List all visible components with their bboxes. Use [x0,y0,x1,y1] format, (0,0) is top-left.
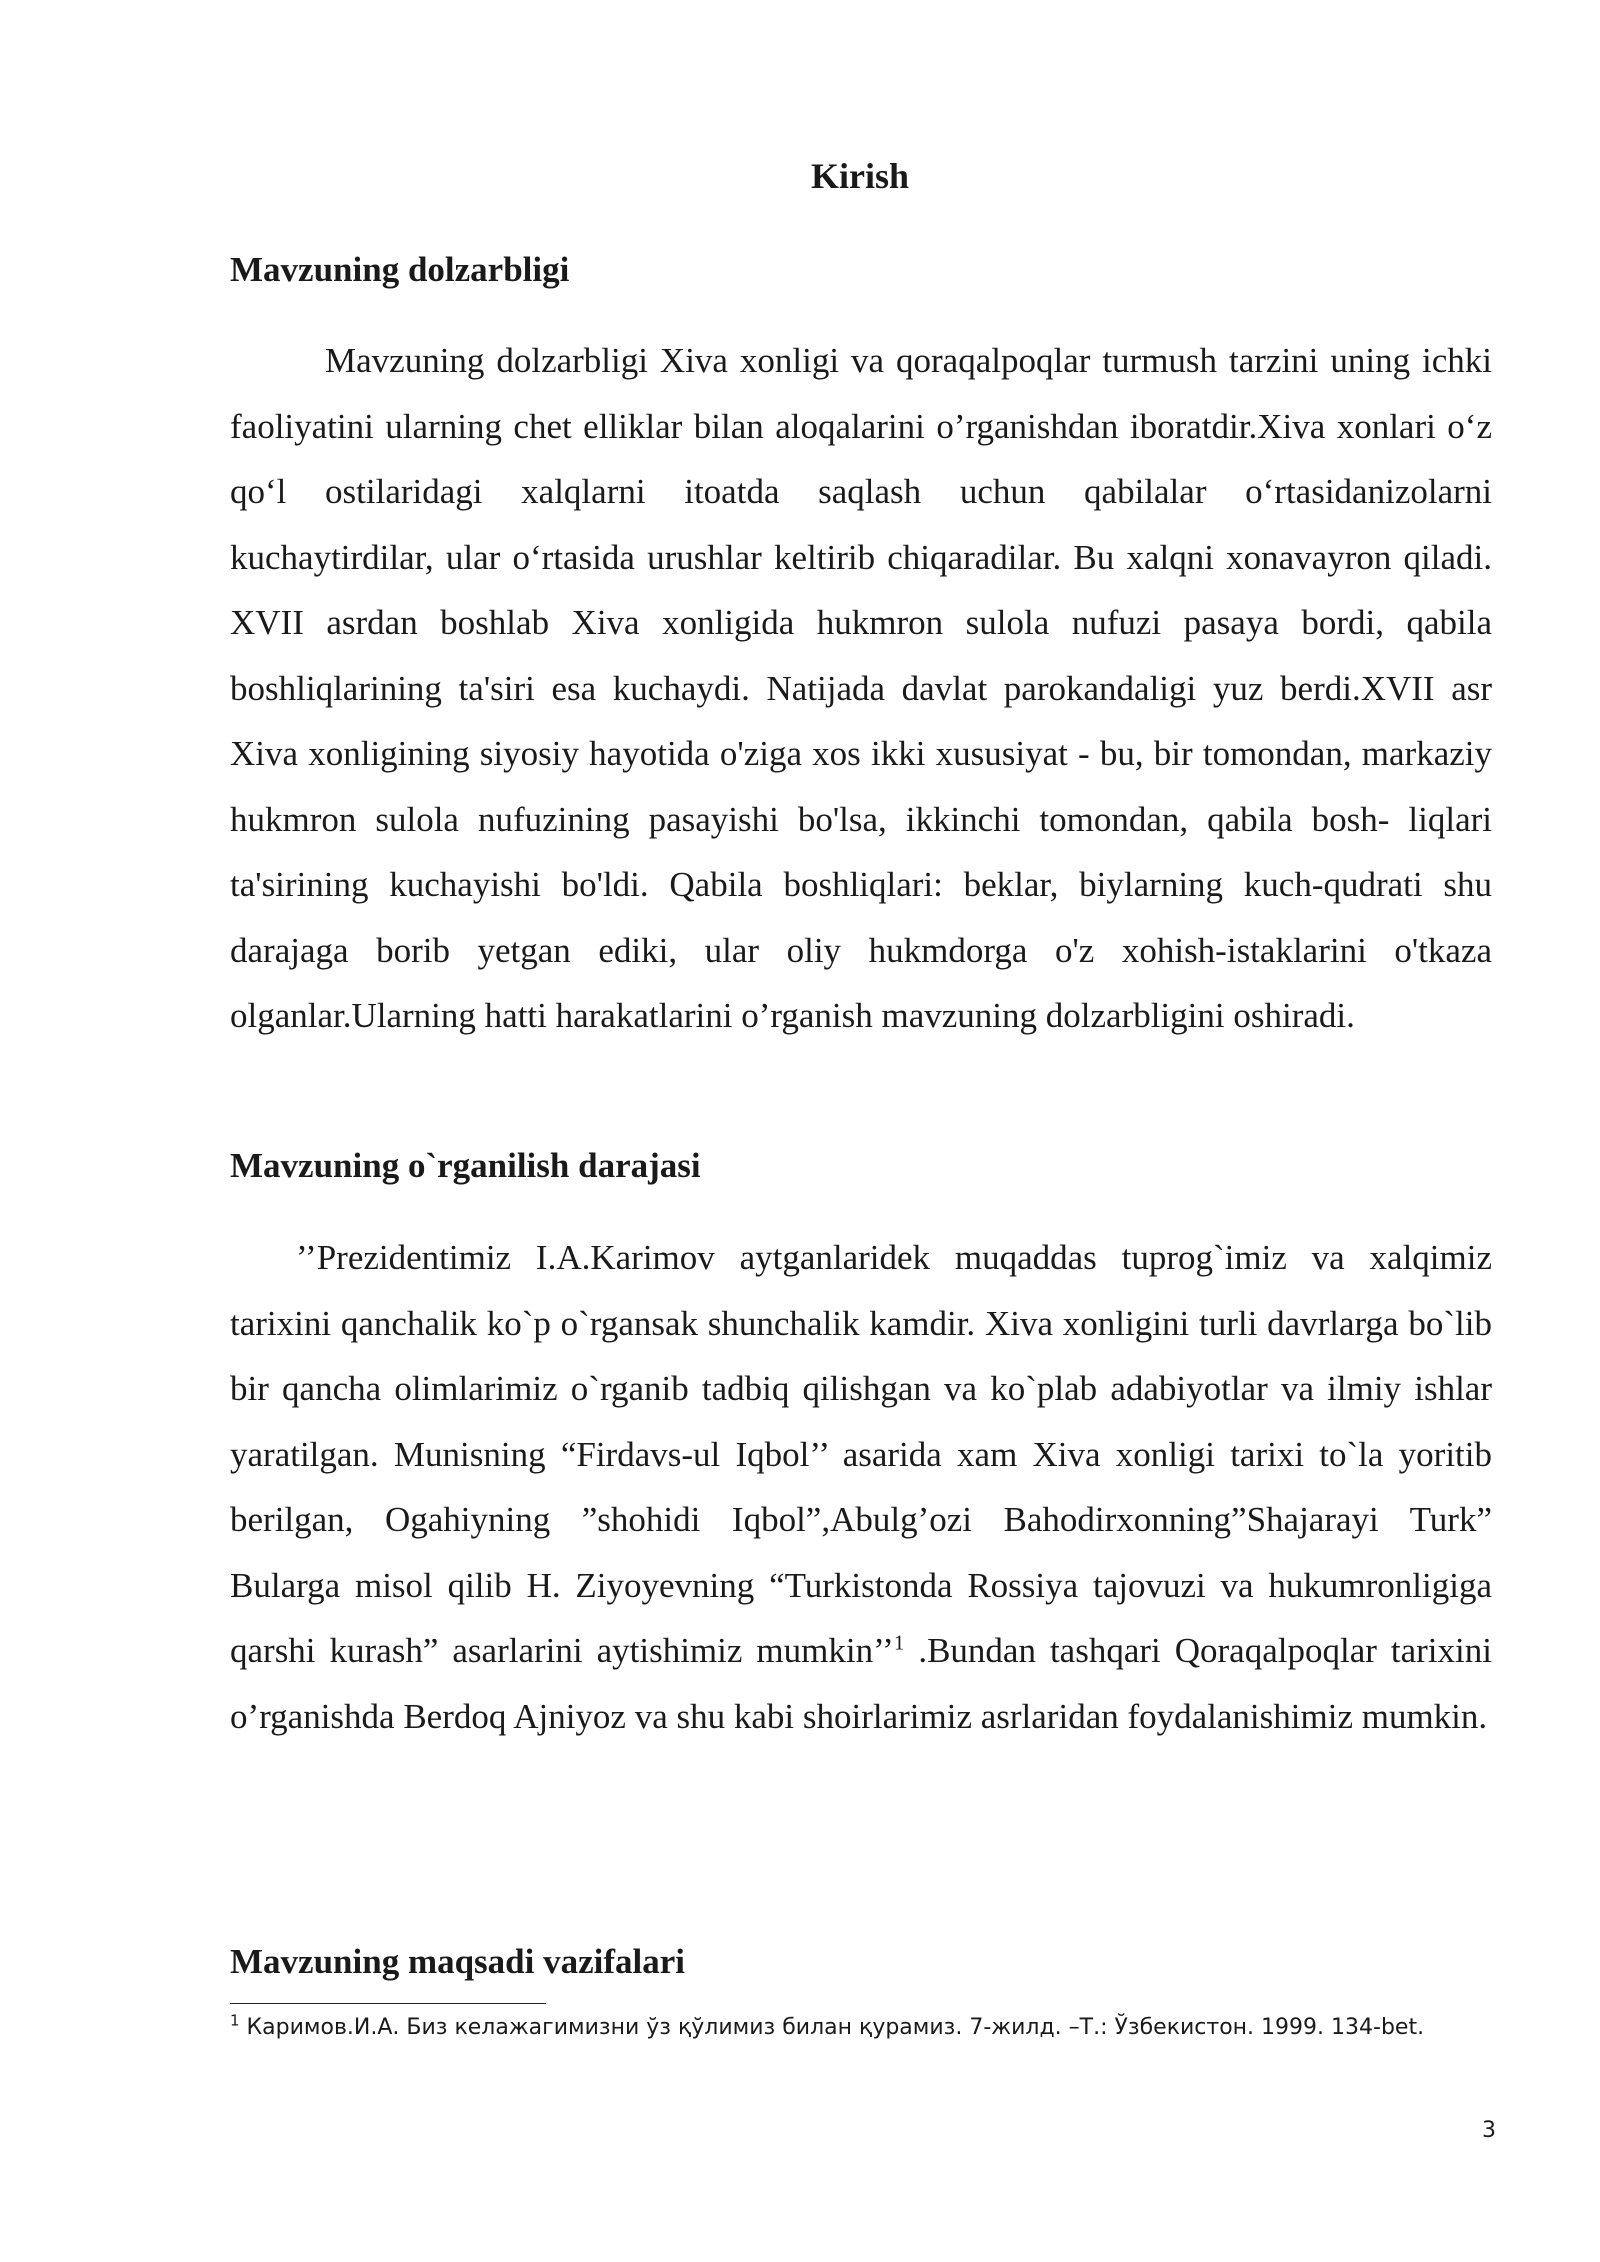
footnote-reference[interactable]: 1 [893,1630,905,1655]
section-heading-relevance: Mavzuning dolzarbligi [230,250,570,289]
page-number: 3 [1482,2118,1496,2143]
paragraph-study-level [230,1225,1492,1749]
footnote-separator [230,2003,546,2004]
paragraph-text-part-1: ’’Prezidentimiz I.A.Karimov aytganlaridek muqaddas tuprog`imiz va xalqimiz tarixini qanchalik ko`p o`rgansak shunchalik kamdir. Xiva xonligini turli davrlarga bo`lib bir qancha olimlarimiz o`rganib tadbiq qilishgan va ko`plab adabiyotlar va ilmiy ishlar yaratilgan. Munisning “Firdavs-ul Iqbol’’ asarida xam Xiva xonligi tarixi to`la yoritib berilgan, Ogahiyning ”shohidi Iqbol”,Abulg’ozi Bahodirxonning”Shajarayi Turk” Bularga misol qilib H. Ziyoyevning “Turkistonda Rossiya tajovuzi va hukumronligiga qarshi kurash” asarlarini aytishimiz mumkin’’ [230,1238,1492,1670]
footnote-text: Каримов.И.А. Биз келажагимизни ўз қўлимиз билан қурамиз. 7-жилд. –Т.: Ўзбекистон. 1999. 134-bet. [239,2015,1425,2040]
section-heading-goals: Mavzuning maqsadi vazifalari [230,1942,686,1981]
section-heading-study-level: Mavzuning o`rganilish darajasi [230,1146,701,1185]
footnote-number: 1 [230,2011,240,2030]
paragraph-text-part-2: .Bundan tashqari Qoraqalpoqlar tarixini o’rganishda Berdoq Ajniyoz va shu kabi shoirlarimiz asrlaridan foydalanishimiz mumkin. [230,1631,1492,1736]
page-title: Kirish [810,156,909,196]
footnote [230,2008,1424,2048]
paragraph-relevance: Mavzuning dolzarbligi Xiva xonligi va qoraqalpoqlar turmush tarzini uning ichki faoliyatini ularning chet elliklar bilan aloqalarini o’rganishdan iboratdir.Xiva xonlari o‘z qo‘l ostilaridagi xalqlarni itoatda saqlash uchun qabilalar o‘rtasidanizolarni kuchaytirdilar, ular o‘rtasida urushlar keltirib chiqaradilar. Bu xalqni xonavayron qiladi. XVII asrdan boshlab Xiva xonligida hukmron sulola nufuzi pasaya bordi, qabila boshliqlarining ta'siri esa kuchaydi. Natijada davlat parokandaligi yuz berdi.XVII asr Xiva xonligining siyosiy hayotida o'ziga xos ikki xususiyat - bu, bir tomondan, markaziy hukmron sulola nufuzining pasayishi bo'lsa, ikkinchi tomondan, qabila bosh- liqlari ta'sirining kuchayishi bo'ldi. Qabila boshliqlari: beklar, biylarning kuch-qudrati shu darajaga borib yetgan ediki, ular oliy hukmdorga o'z xohish-istaklarini o'tkaza olganlar.Ularning hatti harakatlarini o’rganish mavzuning dolzarbligini oshiradi. [230,341,1492,1035]
